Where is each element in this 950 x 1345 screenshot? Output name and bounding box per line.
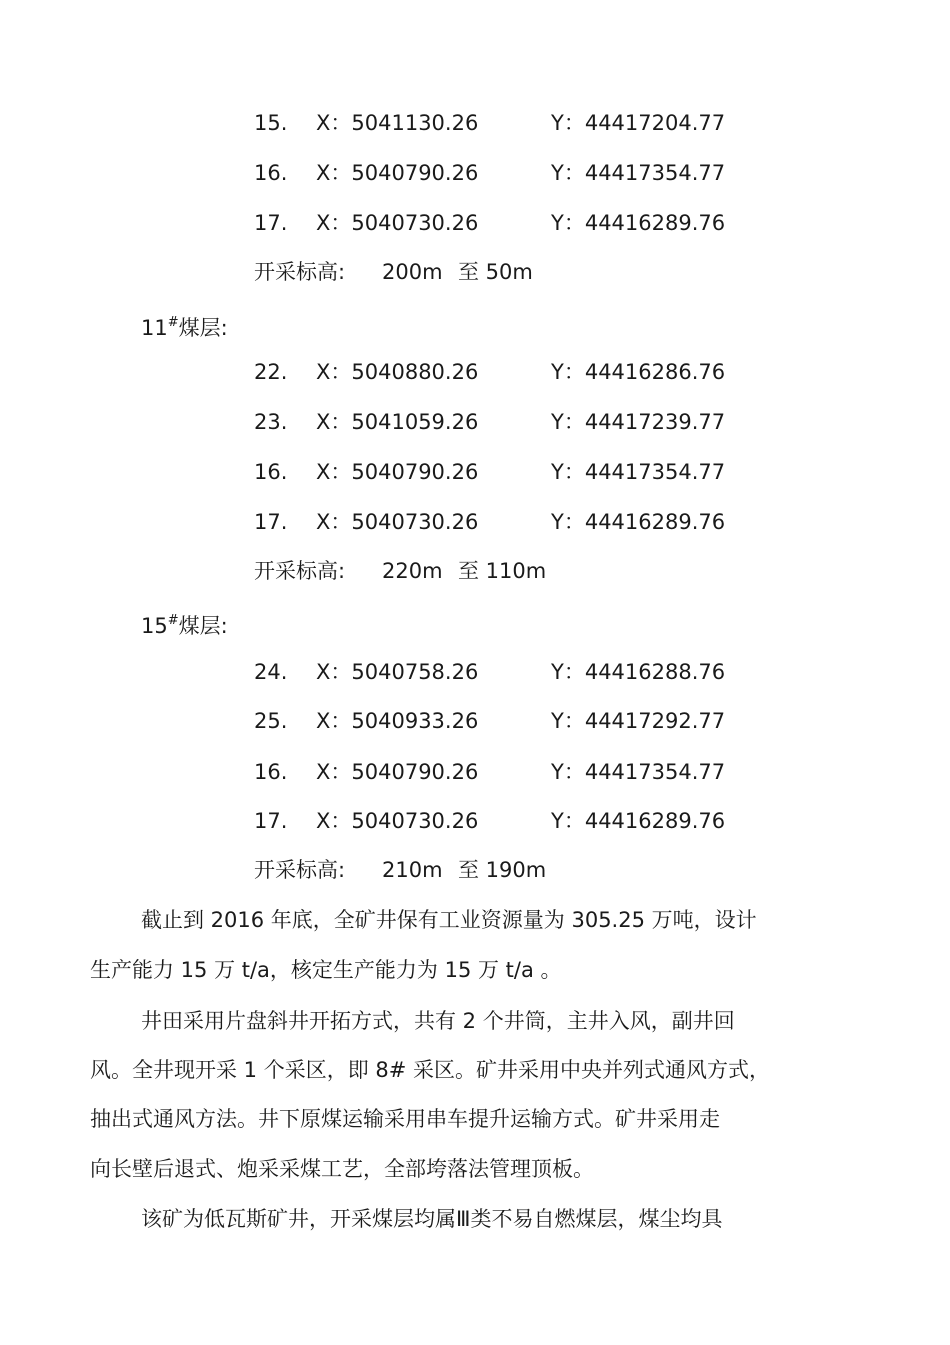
paragraph-line: 井田采用片盘斜井开拓方式，共有 2 个井筒，主井入风，副井回 — [141, 1009, 735, 1033]
elevation-from: 220m — [382, 559, 443, 583]
elevation-label: 开采标高: — [254, 260, 346, 284]
x-coordinate: X：5040730.26 — [316, 809, 479, 833]
paragraph-line: 该矿为低瓦斯矿井，开采煤层均属Ⅲ类不易自燃煤层，煤尘均具 — [141, 1207, 723, 1231]
elevation-to: 至 50m — [458, 260, 533, 284]
y-coordinate: Y：44417239.77 — [551, 410, 726, 434]
y-coordinate: Y：44417292.77 — [551, 709, 726, 733]
seam-heading-15 — [141, 608, 228, 639]
y-coordinate: Y：44416289.76 — [551, 211, 726, 235]
x-coordinate: X：5040880.26 — [316, 360, 479, 384]
y-coordinate: Y：44417354.77 — [551, 460, 726, 484]
point-number: 17. — [254, 809, 288, 833]
seam-hash: # — [167, 613, 179, 628]
point-number: 24. — [254, 660, 288, 684]
seam-heading-11 — [141, 310, 228, 341]
x-coordinate: X：5040933.26 — [316, 709, 479, 733]
x-coordinate: X：5040730.26 — [316, 510, 479, 534]
elevation-to: 至 190m — [458, 858, 547, 882]
point-number: 17. — [254, 510, 288, 534]
y-coordinate: Y：44416289.76 — [551, 510, 726, 534]
point-number: 15. — [254, 111, 288, 135]
paragraph-line: 风。全井现开采 1 个采区，即 8# 采区。矿井采用中央并列式通风方式， — [90, 1058, 771, 1082]
seam-number: 11 — [141, 316, 168, 340]
point-number: 17. — [254, 211, 288, 235]
y-coordinate: Y：44417204.77 — [551, 111, 726, 135]
y-coordinate: Y：44416289.76 — [551, 809, 726, 833]
elevation-from: 200m — [382, 260, 443, 284]
y-coordinate: Y：44417354.77 — [551, 161, 726, 185]
x-coordinate: X：5040730.26 — [316, 211, 479, 235]
seam-number: 15 — [141, 614, 168, 638]
x-coordinate: X：5040790.26 — [316, 161, 479, 185]
x-coordinate: X：5040758.26 — [316, 660, 479, 684]
y-coordinate: Y：44416288.76 — [551, 660, 726, 684]
seam-hash: # — [167, 315, 179, 330]
y-coordinate: Y：44417354.77 — [551, 760, 726, 784]
paragraph-line: 抽出式通风方法。井下原煤运输采用串车提升运输方式。矿井采用走 — [90, 1107, 720, 1131]
paragraph-line: 向长壁后退式、炮采采煤工艺，全部垮落法管理顶板。 — [90, 1157, 594, 1181]
point-number: 22. — [254, 360, 288, 384]
elevation-from: 210m — [382, 858, 443, 882]
elevation-to: 至 110m — [458, 559, 547, 583]
x-coordinate: X：5041130.26 — [316, 111, 479, 135]
paragraph-line: 截止到 2016 年底，全矿井保有工业资源量为 305.25 万吨，设计 — [141, 908, 757, 932]
y-coordinate: Y：44416286.76 — [551, 360, 726, 384]
point-number: 23. — [254, 410, 288, 434]
elevation-label: 开采标高: — [254, 559, 346, 583]
seam-title: 煤层: — [178, 614, 228, 638]
seam-title: 煤层: — [178, 316, 228, 340]
point-number: 16. — [254, 161, 288, 185]
elevation-label: 开采标高: — [254, 858, 346, 882]
x-coordinate: X：5041059.26 — [316, 410, 479, 434]
point-number: 16. — [254, 760, 288, 784]
x-coordinate: X：5040790.26 — [316, 460, 479, 484]
point-number: 25. — [254, 709, 288, 733]
x-coordinate: X：5040790.26 — [316, 760, 479, 784]
point-number: 16. — [254, 460, 288, 484]
paragraph-line: 生产能力 15 万 t/a，核定生产能力为 15 万 t/a 。 — [90, 958, 562, 982]
